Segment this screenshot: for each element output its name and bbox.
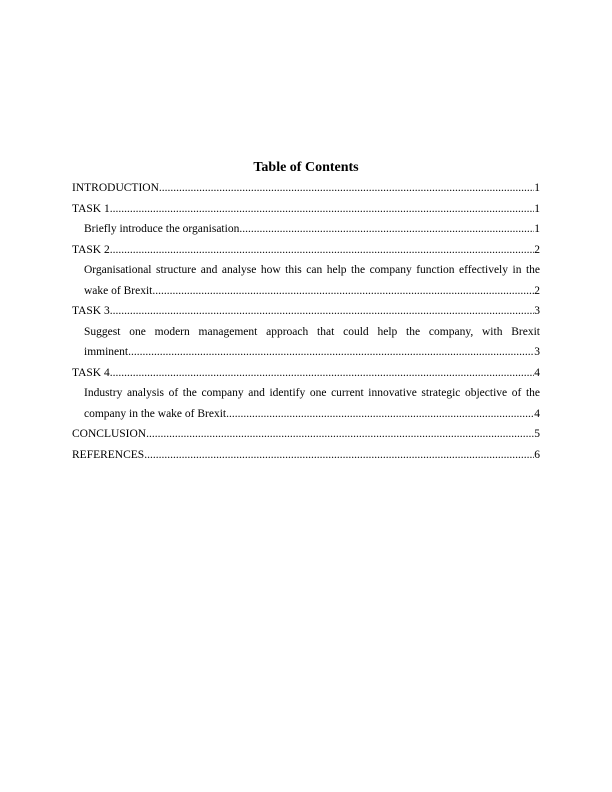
toc-leader-dots [152, 281, 534, 302]
toc-entry-label: CONCLUSION [72, 428, 147, 440]
toc-entry-label-line1: Industry analysis of the company and identify one current innovative strategic objective of the [84, 387, 540, 399]
toc-entry-page: 5 [534, 428, 540, 440]
toc-entry-label: Briefly introduce the organisation [84, 223, 240, 235]
toc-entry-management-approach[interactable] [72, 322, 540, 363]
toc-entry-label: INTRODUCTION [72, 182, 159, 194]
toc-leader-dots [110, 240, 535, 261]
toc-entry-page: 4 [534, 366, 540, 379]
toc-leader-dots [146, 424, 534, 445]
toc-entry-industry-analysis[interactable] [72, 383, 540, 424]
toc-entry-task-2[interactable] [72, 240, 540, 261]
toc-leader-dots [239, 219, 534, 240]
toc-entry-organisational-structure[interactable] [72, 260, 540, 301]
table-of-contents [72, 158, 540, 465]
toc-entry-conclusion[interactable] [72, 424, 540, 445]
toc-entry-label: TASK 4 [72, 366, 110, 379]
toc-entry-page: 2 [534, 243, 540, 256]
toc-leader-dots [110, 363, 535, 384]
toc-entry-page: 3 [534, 346, 540, 358]
toc-entry-label: company in the wake of Brexit [84, 407, 227, 420]
toc-leader-dots [226, 404, 534, 425]
toc-entry-label: TASK 2 [72, 243, 110, 256]
toc-leader-dots [144, 445, 534, 466]
toc-entry-label: TASK 1 [72, 202, 110, 215]
toc-entry-label-line1: Organisational structure and analyse how this can help the company function effectively in the [84, 264, 540, 276]
toc-entry-label: TASK 3 [72, 305, 110, 317]
toc-entry-label: REFERENCES [72, 448, 145, 461]
toc-leader-dots [128, 342, 534, 363]
toc-entry-task-4[interactable] [72, 363, 540, 384]
toc-entry-page: 3 [534, 305, 540, 317]
toc-title: Table of Contents [253, 160, 359, 175]
toc-entry-task-3[interactable] [72, 301, 540, 322]
toc-entry-page: 1 [534, 182, 540, 194]
toc-leader-dots [110, 199, 535, 220]
toc-leader-dots [110, 301, 535, 322]
toc-leader-dots [159, 178, 534, 199]
toc-entry-task-1[interactable] [72, 199, 540, 220]
toc-entry-references[interactable] [72, 445, 540, 466]
toc-entry-introduction[interactable] [72, 178, 540, 199]
toc-entry-briefly-introduce[interactable] [72, 219, 540, 240]
toc-entry-page: 2 [534, 284, 540, 297]
toc-entry-page: 6 [534, 448, 540, 461]
toc-entry-page: 1 [534, 223, 540, 235]
toc-entry-label: imminent [84, 346, 129, 358]
toc-entry-label-line1: Suggest one modern management approach that could help the company, with Brexit [84, 325, 540, 338]
toc-entry-label: wake of Brexit [84, 284, 153, 297]
toc-entry-page: 1 [534, 202, 540, 215]
toc-entry-page: 4 [534, 407, 540, 420]
